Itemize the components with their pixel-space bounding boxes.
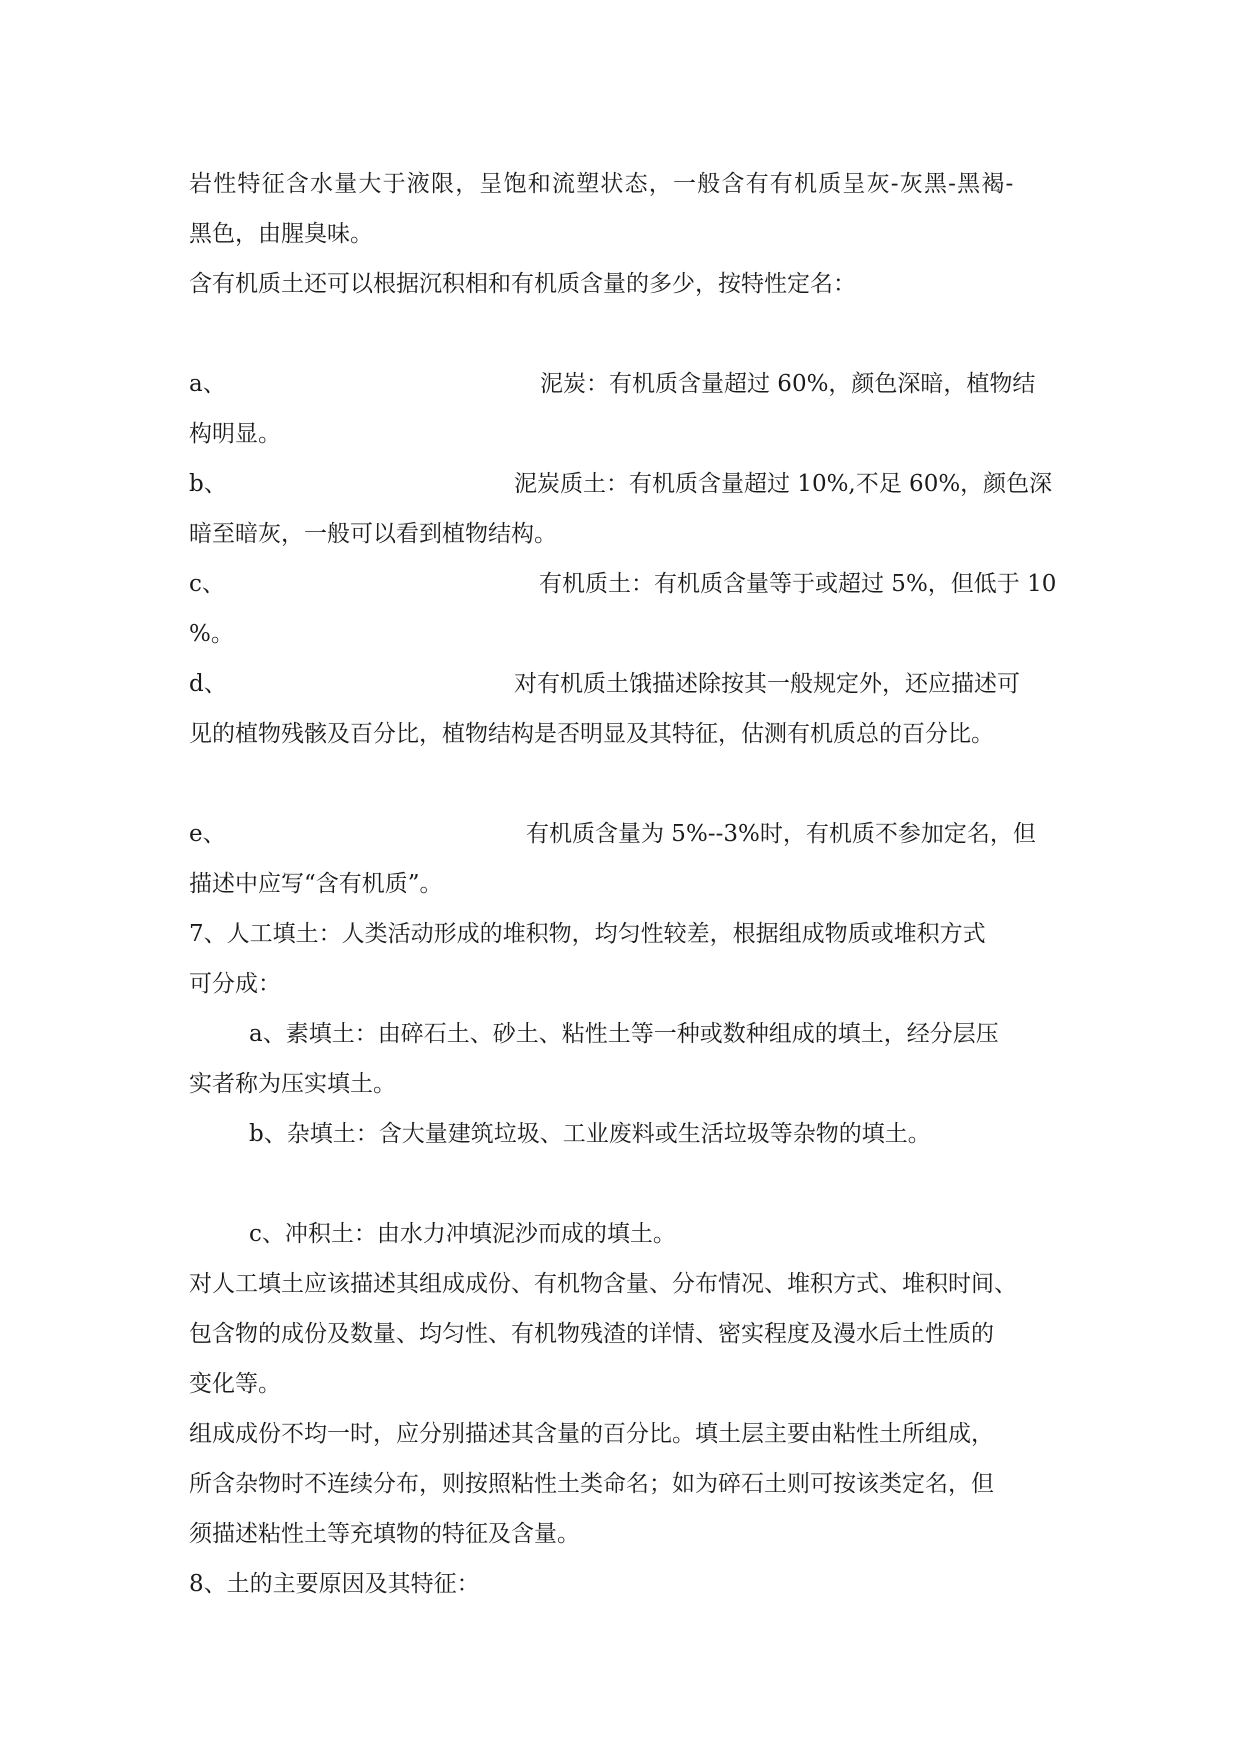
list-item-marker-b: b、 — [189, 471, 227, 497]
sub-item-c: c、冲积土：由水力冲填泥沙而成的填土。 — [249, 1221, 676, 1247]
list-item-d-text: 对有机质土饿描述除按其一般规定外，还应描述可 — [514, 671, 1020, 697]
paragraph-line: 须描述粘性土等充填物的特征及含量。 — [189, 1521, 580, 1547]
paragraph-line: 对人工填土应该描述其组成成份、有机物含量、分布情况、堆积方式、堆积时间、 — [189, 1271, 1017, 1297]
list-item-a-text: 泥炭：有机质含量超过 60%，颜色深暗，植物结 — [540, 371, 1036, 397]
paragraph-line: 所含杂物时不连续分布，则按照粘性土类命名；如为碎石土则可按该类定名，但 — [189, 1471, 994, 1497]
list-item-marker-c: c、 — [189, 571, 225, 597]
sub-item-b: b、杂填土：含大量建筑垃圾、工业废料或生活垃圾等杂物的填土。 — [249, 1121, 931, 1147]
paragraph-line: 岩性特征含水量大于液限，呈饱和流塑状态，一般含有有机质呈灰-灰黑-黑褐- — [189, 171, 1015, 197]
section-heading-8: 8、土的主要原因及其特征： — [189, 1571, 480, 1597]
list-item-a-continuation: 构明显。 — [189, 421, 281, 447]
list-item-c-continuation: %。 — [189, 621, 234, 647]
paragraph-line: 包含物的成份及数量、均匀性、有机物残渣的详情、密实程度及漫水后土性质的 — [189, 1321, 994, 1347]
paragraph-line: 含有机质土还可以根据沉积相和有机质含量的多少，按特性定名： — [189, 271, 856, 297]
list-item-b-continuation: 暗至暗灰，一般可以看到植物结构。 — [189, 521, 557, 547]
list-item-d-continuation: 见的植物残骸及百分比，植物结构是否明显及其特征，估测有机质总的百分比。 — [189, 721, 994, 747]
list-item-marker-e: e、 — [189, 821, 226, 847]
sub-item-a-continuation: 实者称为压实填土。 — [189, 1071, 396, 1097]
paragraph-line: 黑色，由腥臭味。 — [189, 221, 373, 247]
list-item-e-text: 有机质含量为 5%--3%时，有机质不参加定名，但 — [526, 821, 1036, 847]
paragraph-line: 组成成份不均一时，应分别描述其含量的百分比。填土层主要由粘性土所组成， — [189, 1421, 994, 1447]
paragraph-line: 变化等。 — [189, 1371, 281, 1397]
list-item-c-text: 有机质土：有机质含量等于或超过 5%，但低于 10 — [539, 571, 1057, 597]
list-item-marker-d: d、 — [189, 671, 227, 697]
section-heading-7: 7、人工填土：人类活动形成的堆积物，均匀性较差，根据组成物质或堆积方式 — [189, 921, 986, 947]
list-item-b-text: 泥炭质土：有机质含量超过 10%,不足 60%，颜色深 — [514, 471, 1053, 497]
list-item-marker-a: a、 — [189, 371, 226, 397]
paragraph-line: 可分成： — [189, 971, 281, 997]
list-item-e-continuation: 描述中应写“含有机质”。 — [189, 871, 443, 897]
sub-item-a: a、素填土：由碎石土、砂土、粘性土等一种或数种组成的填土，经分层压 — [249, 1021, 999, 1047]
